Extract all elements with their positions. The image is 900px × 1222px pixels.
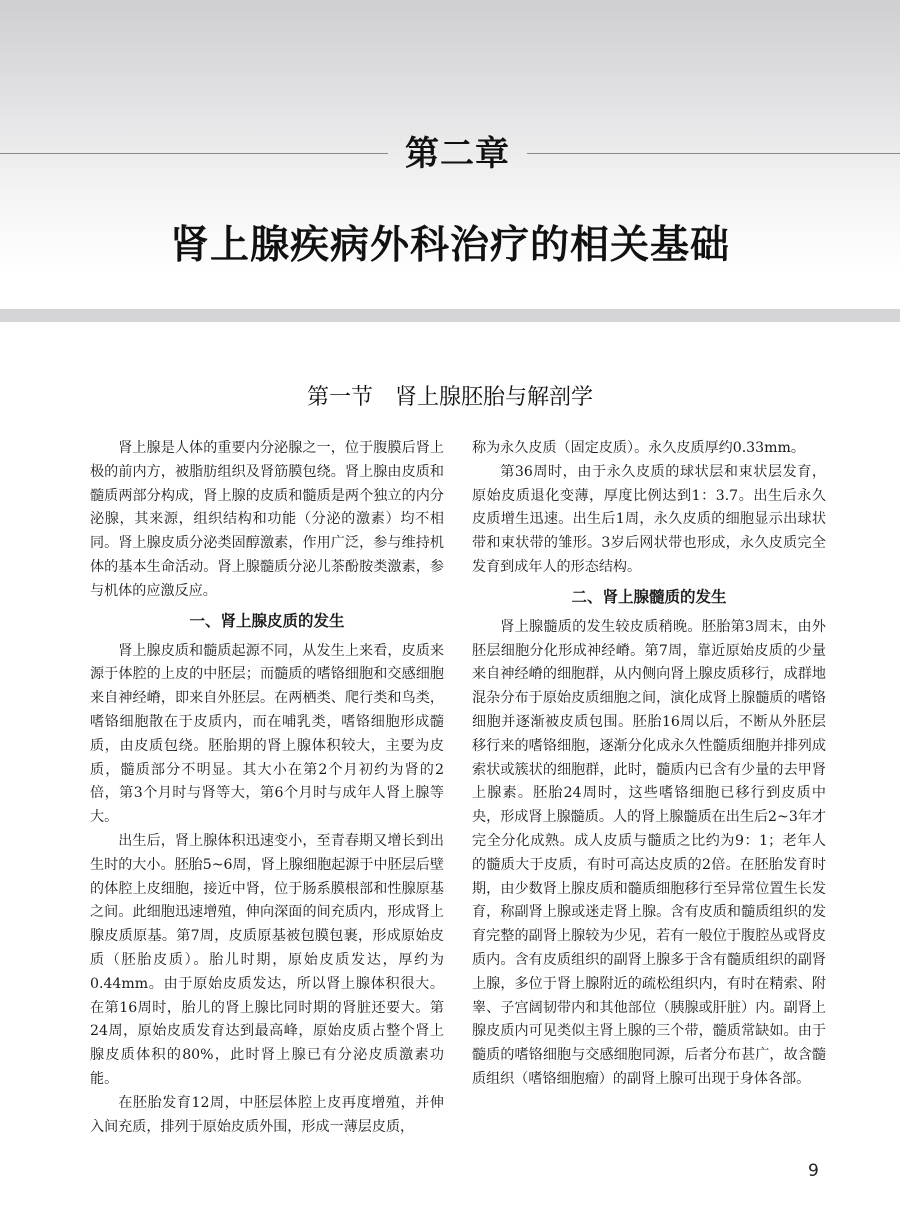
paragraph: 肾上腺皮质和髓质起源不同，从发生上来看，皮质来源于体腔的上皮的中胚层；而髓质的嗜铬细胞和交感细胞来自神经嵴，即来自外胚层。在两栖类、爬行类和鸟类，嗜铬细胞散在于皮质内，而在哺乳类，嗜铬细胞形成髓质，由皮质包绕。胚胎期的肾上腺体积较大，主要为皮质，髓质部分不明显。其大小在第2个月初约为肾的2倍，第3个月时与肾等大，第6个月时与成年人肾上腺等大。 (90, 642, 444, 826)
left-column (90, 437, 444, 1139)
page-number: 9 (808, 1161, 819, 1181)
paragraph: 出生后，肾上腺体积迅速变小，至青春期又增长到出生时的大小。胚胎5~6周，肾上腺细胞起源于中胚层后壁的体腔上皮细胞，接近中肾，位于肠系膜根部和性腺原基之间。此细胞迅速增殖，伸向深面的间充质内，形成肾上腺皮质原基。第7周，皮质原基被包膜包裹，形成原始皮质（胚胎皮质）。胎儿时期，原始皮质发达，厚约为0.44mm。由于原始皮质发达，所以肾上腺体积很大。在第16周时，胎儿的肾上腺比同时期的肾脏还要大。第24周，原始皮质发育达到最高峰，原始皮质占整个肾上腺皮质体积的80%，此时肾上腺已有分泌皮质激素功能。 (90, 832, 444, 1087)
paragraph: 肾上腺髓质的发生较皮质稍晚。胚胎第3周末，由外胚层细胞分化形成神经嵴。第7周，靠近原始皮质的少量来自神经嵴的细胞群，从内侧向肾上腺皮质移行，成群地混杂分布于原始皮质细胞之间，演化成肾上腺髓质的嗜铬细胞并逐渐被皮质包围。胚胎16周以后，不断从外胚层移行来的嗜铬细胞，逐渐分化成永久性髓质细胞并排列成索状或簇状的细胞群，此时，髓质内已含有少量的去甲肾上腺素。胚胎24周时，这些嗜铬细胞已移行到皮质中央，形成肾上腺髓质。人的肾上腺髓质在出生后2~3年才完全分化成熟。成人皮质与髓质之比约为9：1；老年人的髓质大于皮质，有时可高达皮质的2倍。在胚胎发育时期，由少数肾上腺皮质和髓质细胞移行至异常位置生长发育，称副肾上腺或迷走肾上腺。含有皮质和髓质组织的发育完整的副肾上腺较为少见，若有一般位于腹腔丛或肾皮质内。含有皮质组织的副肾上腺多于含有髓质组织的副肾上腺，多位于肾上腺附近的疏松组织内，有时在精索、附睾、子宫阔韧带内和其他部位（胰腺或肝脏）内。副肾上腺皮质内可见类似主肾上腺的三个带，髓质常缺如。由于髓质的嗜铬细胞与交感细胞同源，后者分布甚广，故含髓质组织（嗜铬细胞瘤）的副肾上腺可出现于身体各部。 (472, 618, 826, 1087)
chapter-title: 肾上腺疾病外科治疗的相关基础 (169, 223, 730, 268)
paragraph: 在胚胎发育12周，中胚层体腔上皮再度增殖，并伸入间充质，排列于原始皮质外围，形成一薄层皮质， (90, 1094, 444, 1135)
header-bottom-bar (0, 309, 900, 322)
chapter-label: 第二章 (405, 134, 510, 174)
right-column (472, 437, 826, 1092)
subheading-cortex: 一、肾上腺皮质的发生 (189, 611, 345, 630)
section-number: 第一节 (306, 385, 373, 410)
section-title: 肾上腺胚胎与解剖学 (395, 385, 594, 410)
paragraph: 第36周时，由于永久皮质的球状层和束状层发育，原始皮质退化变薄，厚度比例达到1：3.7。出生后永久皮质增生迅速。出生后1周，永久皮质的细胞显示出球状带和束状带的雏形。3岁后网状带也形成，永久皮质完全发育到成年人的形态结构。 (472, 463, 826, 575)
header-rule-right (527, 153, 900, 154)
paragraph: 肾上腺是人体的重要内分泌腺之一，位于腹膜后肾上极的前内方，被脂肪组织及肾筋膜包绕。肾上腺由皮质和髓质两部分构成，肾上腺的皮质和髓质是两个独立的内分泌腺，其来源，组织结构和功能（分泌的激素）均不相同。肾上腺皮质分泌类固醇激素，作用广泛，参与维持机体的基本生命活动。肾上腺髓质分泌儿茶酚胺类激素，参与机体的应激反应。 (90, 440, 444, 599)
header-rule-left (0, 153, 388, 154)
paragraph-continued: 称为永久皮质（固定皮质）。永久皮质厚约0.33mm。 (472, 440, 805, 456)
section-heading (0, 380, 900, 411)
subheading-medulla: 二、肾上腺髓质的发生 (571, 587, 727, 606)
